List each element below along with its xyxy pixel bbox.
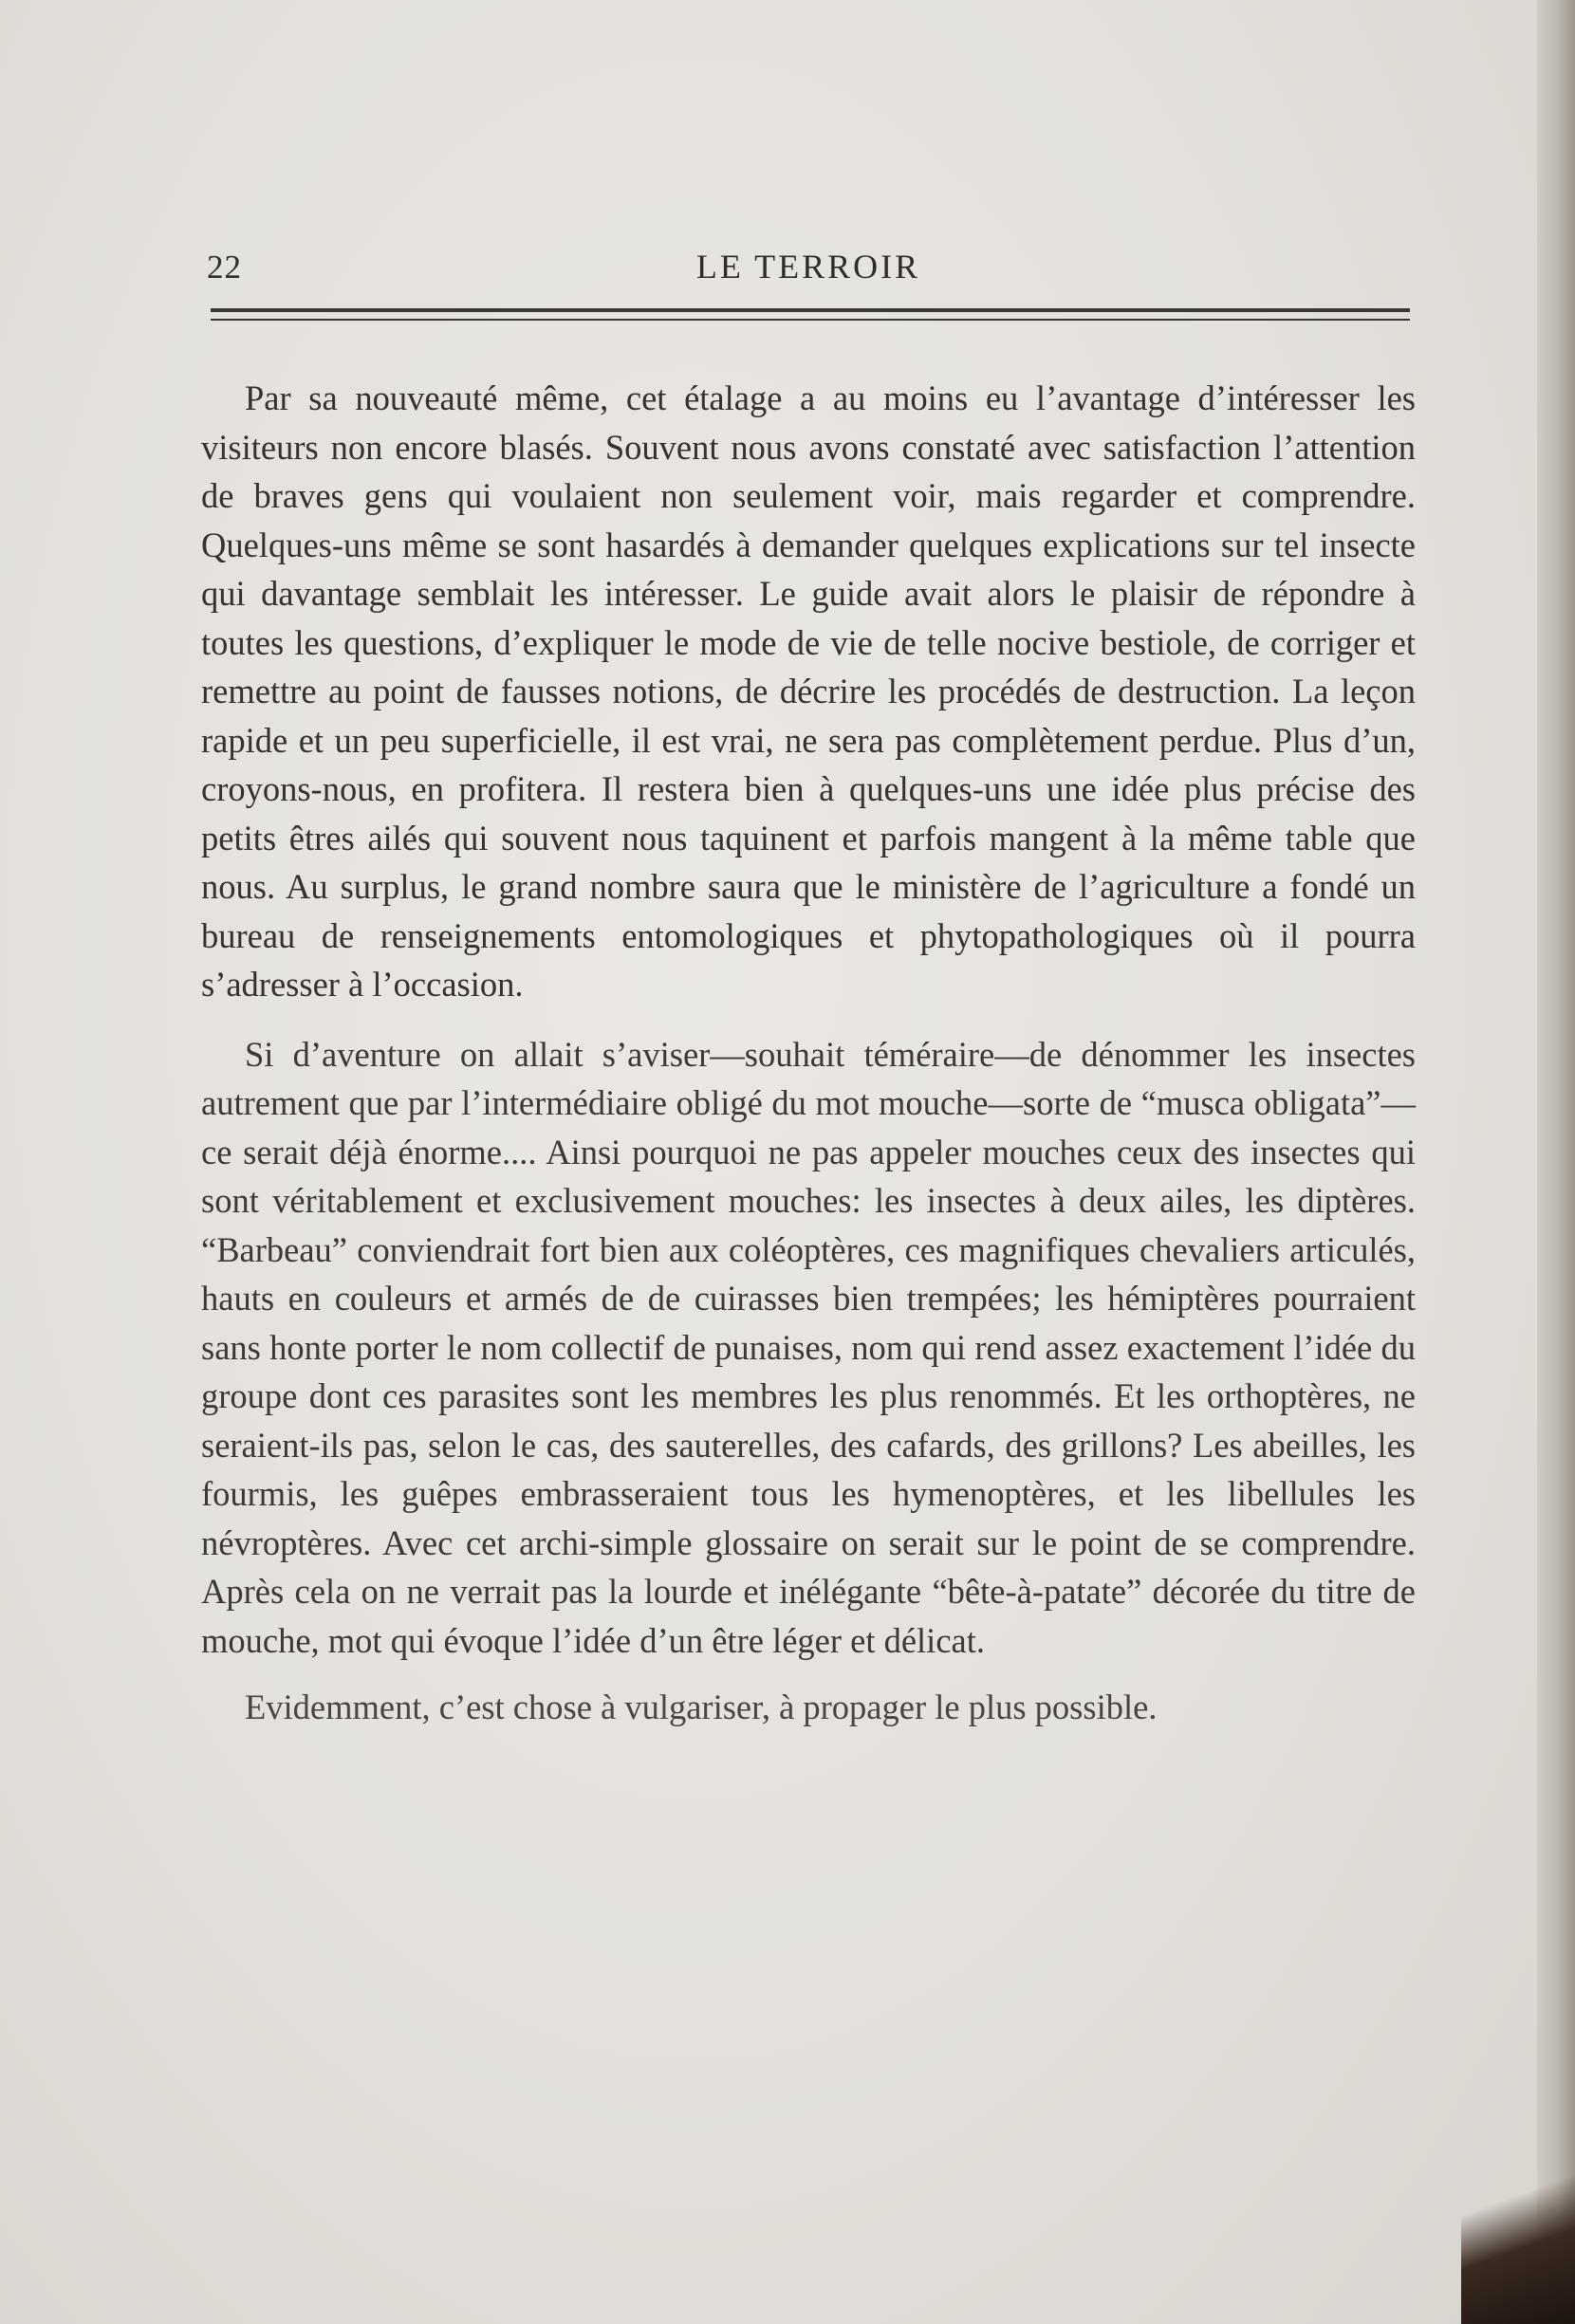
paragraph-3: Evidemment, c’est chose à vulgariser, à propager le plus possible. [245,1688,1158,1726]
page-edge [1537,0,1575,2324]
binding-corner [1461,2115,1575,2324]
paragraph-1: Par sa nouveauté même, cet étalage a au moins eu l’avantage d’intéresser les visiteurs non encore blasés. Souvent nous avons constaté avec satisfaction l’attention de braves gens qui voulaient non seulement voir, mais regarder et comprendre. Quelques-uns même se sont hasardés à demander quelques explications sur tel insecte qui davantage semblait les intéresser. Le guide avait alors le plaisir de répondre à toutes les questions, d’expliquer le mode de vie de telle nocive bestiole, de corriger et remettre au point de fausses notions, de décrire les procédés de destruction. La leçon rapide et un peu superficielle, il est vrai, ne sera pas complètement perdue. Plus d’un, croyons-nous, en profitera. Il restera bien à quelques-uns une idée plus précise des petits êtres ailés qui souvent nous taquinent et parfois mangent à la même table que nous. Au surplus, le grand nombre saura que le ministère de l’agriculture a fondé un bureau de renseignements entomologiques et phytopathologiques où il pourra s’adresser à l’occasion. [201,378,1416,1004]
article-body [201,374,1416,1732]
header-rule-thin [211,319,1410,321]
journal-title: LE TERROIR [695,248,921,286]
paragraph-2: Si d’aventure on allait s’aviser—souhait téméraire—de dénommer les insectes autrement que par l’intermédiaire obligé du mot mouche—sorte de “musca obligata”—ce serait déjà énorme.... Ainsi pourquoi ne pas appeler mouches ceux des insectes qui sont véritablement et exclusivement mouches: les insectes à deux ailes, les diptères. “Barbeau” conviendrait fort bien aux coléoptères, ces magnifiques chevaliers articulés, hauts en couleurs et armés de de cuirasses bien trempées; les hémiptères pourraient sans honte porter le nom collectif de punaises, nom qui rend assez exactement l’idée du groupe dont ces parasites sont les membres les plus renommés. Et les orthoptères, ne seraient-ils pas, selon le cas, des sauterelles, des cafards, des grillons? Les abeilles, les fourmis, les guêpes embrasseraient tous les hymenoptères, et les libellules les névroptères. Avec cet archi-simple glossaire on serait sur le point de se comprendre. Après cela on ne verrait pas la lourde et inélégante “bête-à-patate” décorée du titre de mouche, mot qui évoque l’idée d’un être léger et délicat. [201,1034,1416,1660]
running-head [207,249,1410,296]
header-rule-thick [211,308,1410,312]
page-number: 22 [207,249,242,286]
